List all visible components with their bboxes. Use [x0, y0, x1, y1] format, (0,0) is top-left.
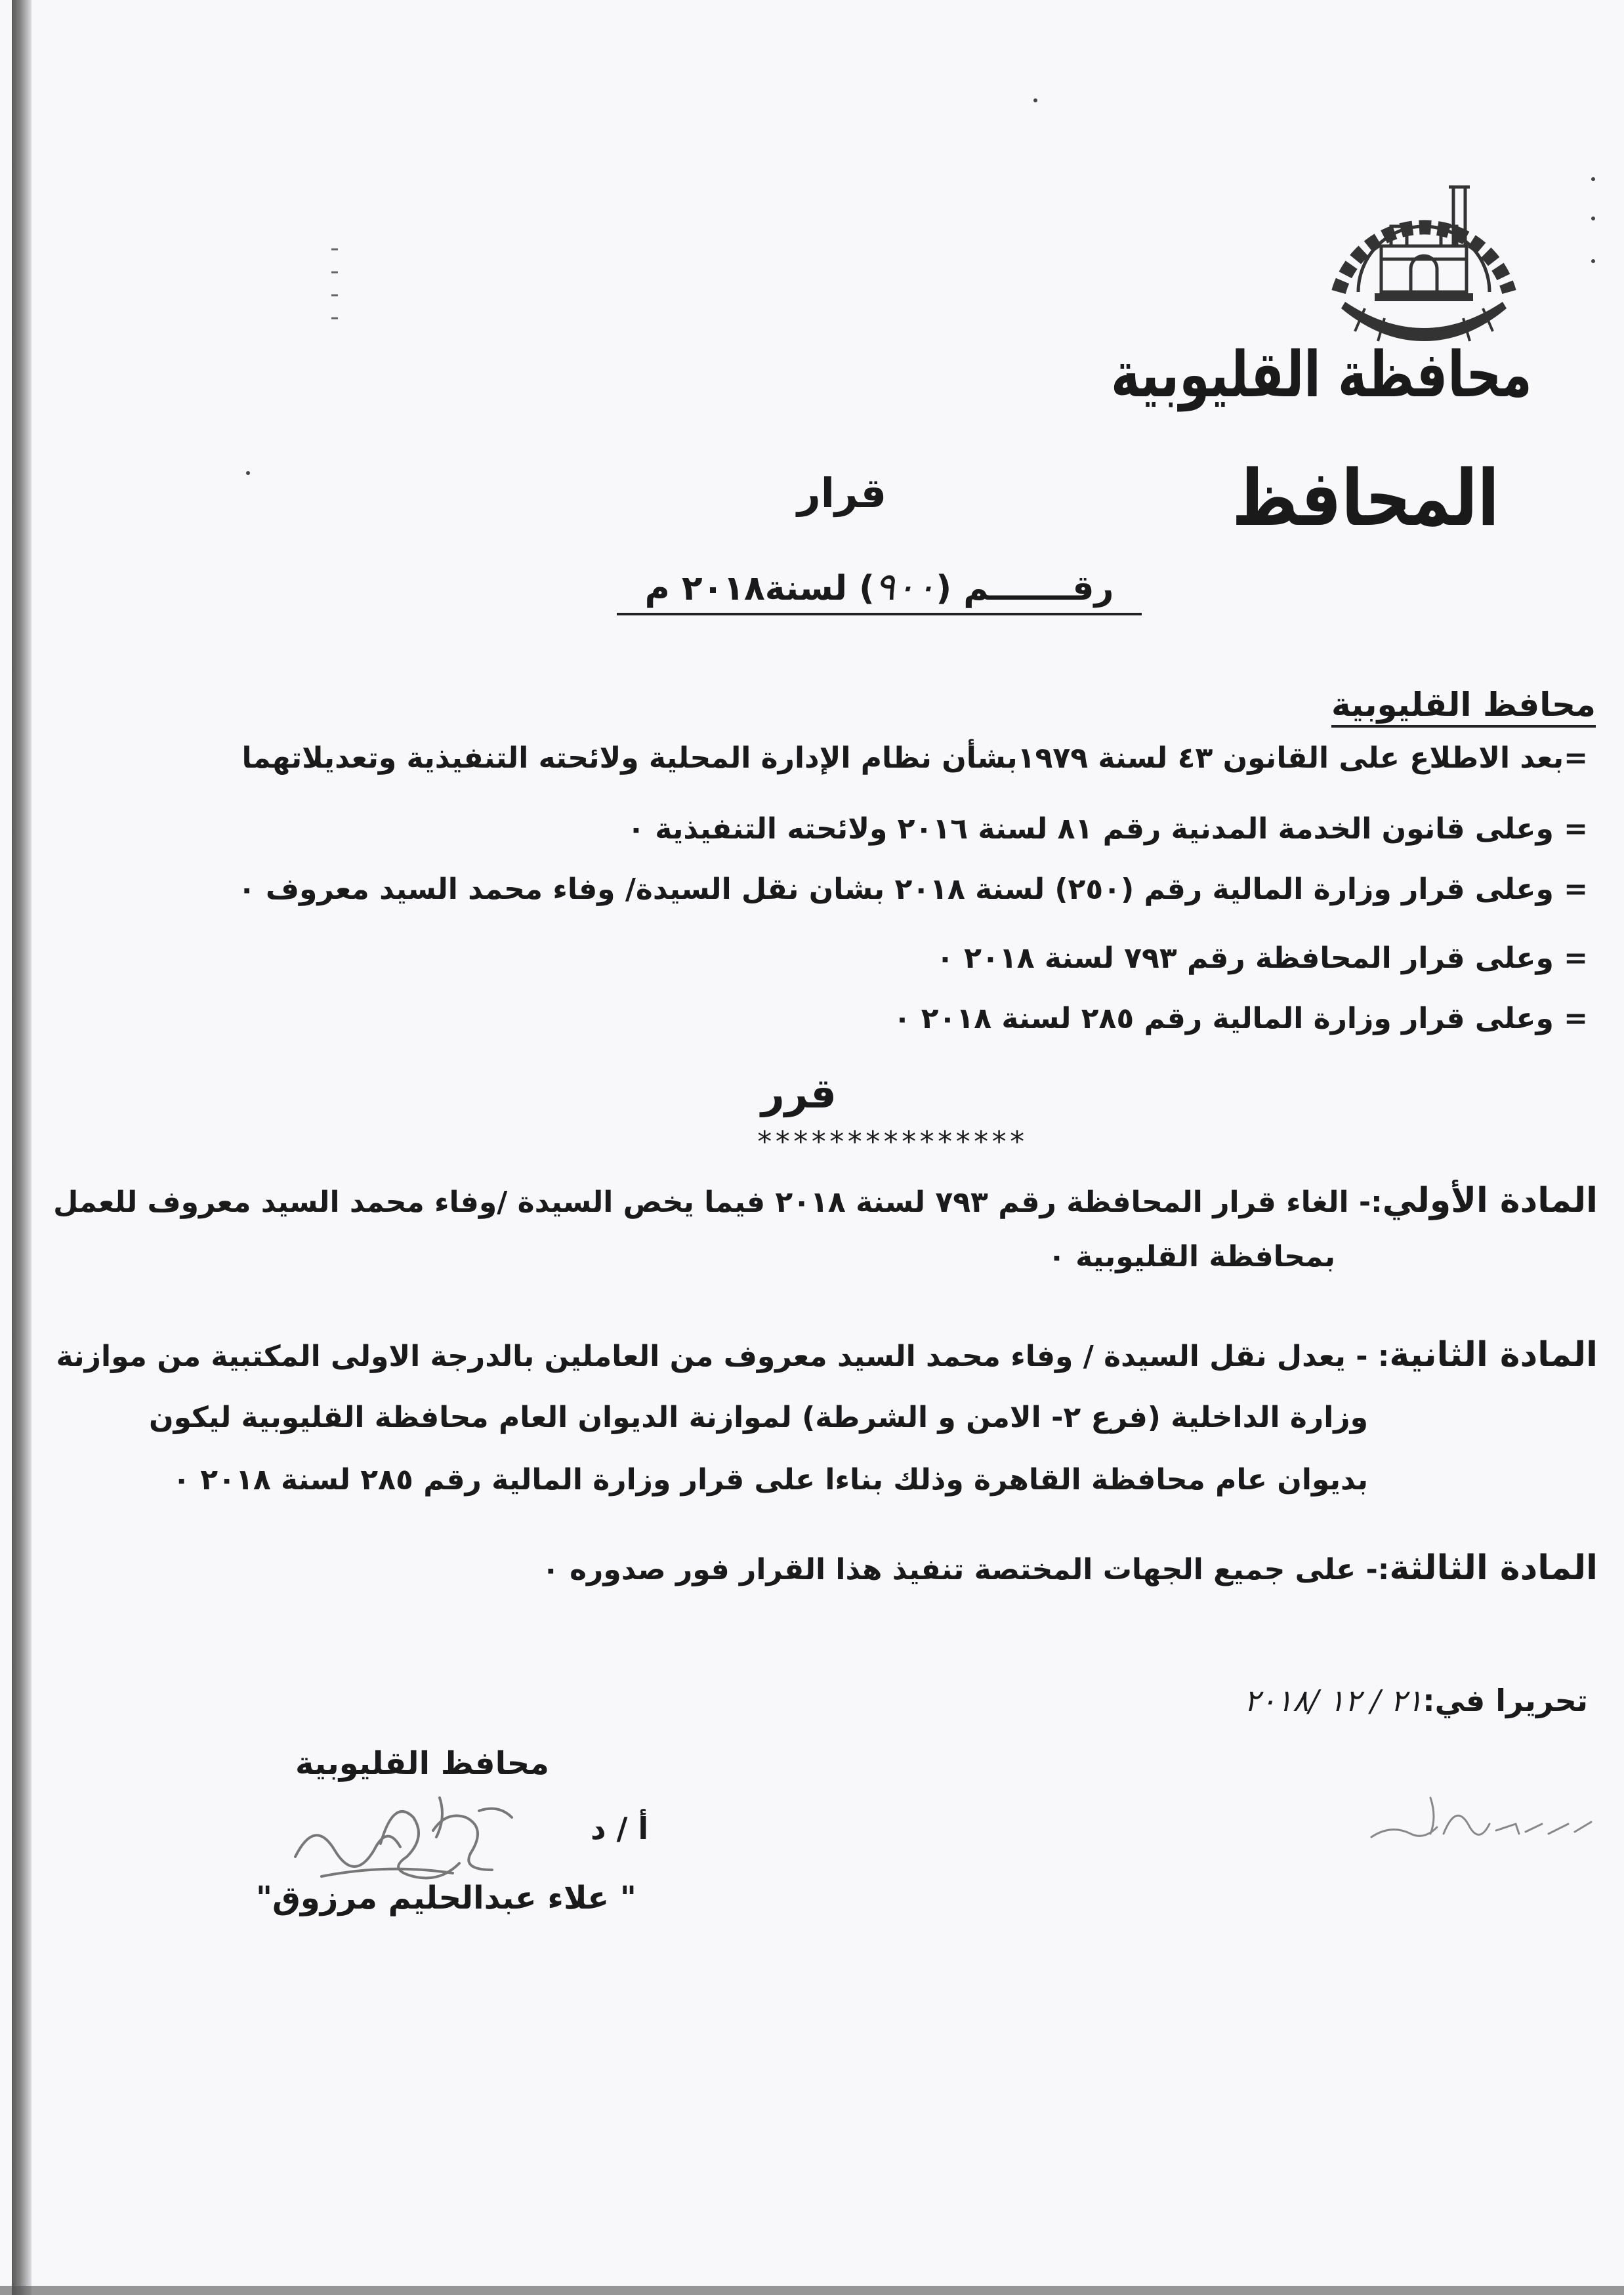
article-first-continuation: بمحافظة القليوبية ٠	[1047, 1240, 1335, 1273]
issue-date-value: ٢١ / ١٢ /٢٠١٨	[1243, 1683, 1423, 1718]
decision-number-value: ٩٠٠	[874, 564, 936, 609]
decision-number-suffix: ) لسنة٢٠١٨ م	[644, 569, 875, 608]
preamble-heading: محافظ القليوبية	[1331, 686, 1596, 728]
scan-dot	[1591, 259, 1595, 263]
scan-dot	[1591, 217, 1595, 220]
article-second-line	[56, 1335, 1598, 1375]
governorate-name: محافظة القليوبية	[1111, 338, 1532, 411]
issue-date	[1244, 1683, 1588, 1718]
handwritten-signature	[282, 1785, 591, 1903]
preamble-item: = وعلى قرار وزارة المالية رقم (٢٥٠) لسنة ٢٠١٨ بشان نقل السيدة/ وفاء محمد السيد معروف ٠	[238, 873, 1588, 906]
decision-number	[617, 564, 1142, 615]
signatory-prefix: أ / د	[591, 1811, 649, 1846]
preamble-item: = وعلى قانون الخدمة المدنية رقم ٨١ لسنة ٢٠١٦ ولائحته التنفيذية ٠	[627, 812, 1588, 846]
preamble-item: = وعلى قرار وزارة المالية رقم ٢٨٥ لسنة ٢٠١٨ ٠	[893, 1002, 1588, 1035]
scan-dot	[1033, 98, 1037, 102]
separator-stars: ***************	[756, 1125, 1027, 1159]
scan-dot	[246, 471, 250, 475]
decision-number-prefix: رقـــــــم (	[936, 569, 1114, 608]
signatory-title: محافظ القليوبية	[295, 1745, 549, 1782]
governorate-emblem	[1319, 167, 1529, 358]
signatory-name: " علاء عبدالحليم مرزوق"	[256, 1880, 636, 1916]
decision-title: قرار	[797, 469, 887, 517]
preamble-item: = وعلى قرار المحافظة رقم ٧٩٣ لسنة ٢٠١٨ ٠	[936, 941, 1588, 975]
scan-marks	[322, 243, 348, 335]
decides-title: قرر	[761, 1069, 837, 1117]
article-third-label: المادة الثالثة	[1389, 1548, 1598, 1588]
scan-bottom-edge	[0, 2286, 1624, 2295]
scan-dot	[1591, 177, 1595, 181]
article-second-continuation: بديوان عام محافظة القاهرة وذلك بناءا على قرار وزارة المالية رقم ٢٨٥ لسنة ٢٠١٨ ٠	[173, 1463, 1368, 1497]
article-second-text: : - يعدل نقل السيدة / وفاء محمد السيد معروف من العاملين بالدرجة الاولى المكتبية من موازنة	[56, 1340, 1390, 1373]
article-third-text: :- على جميع الجهات المختصة تنفيذ هذا القرار فور صدوره ٠	[541, 1553, 1390, 1586]
article-third-line	[542, 1548, 1598, 1588]
article-second-label: المادة الثانية	[1389, 1335, 1598, 1375]
article-first-line	[53, 1181, 1598, 1220]
preamble-item: =بعد الاطلاع على القانون ٤٣ لسنة ١٩٧٩بشأن نظام الإدارة المحلية ولائحته التنفيذية وتعديلاتهما	[241, 741, 1588, 775]
scan-left-edge	[12, 0, 31, 2295]
issue-date-label: تحريرا في:	[1423, 1683, 1588, 1718]
article-first-text: :- الغاء قرار المحافظة رقم ٧٩٣ لسنة ٢٠١٨ فيما يخص السيدة /وفاء محمد السيد معروف للعمل	[53, 1186, 1383, 1219]
article-first-label: المادة الأولي	[1382, 1181, 1598, 1220]
handwritten-initials	[1365, 1785, 1601, 1857]
authority-title: المحافظ	[1232, 453, 1499, 543]
article-second-continuation: وزارة الداخلية (فرع ٢- الامن و الشرطة) لموازنة الديوان العام محافظة القليوبية ليكون	[149, 1401, 1368, 1434]
